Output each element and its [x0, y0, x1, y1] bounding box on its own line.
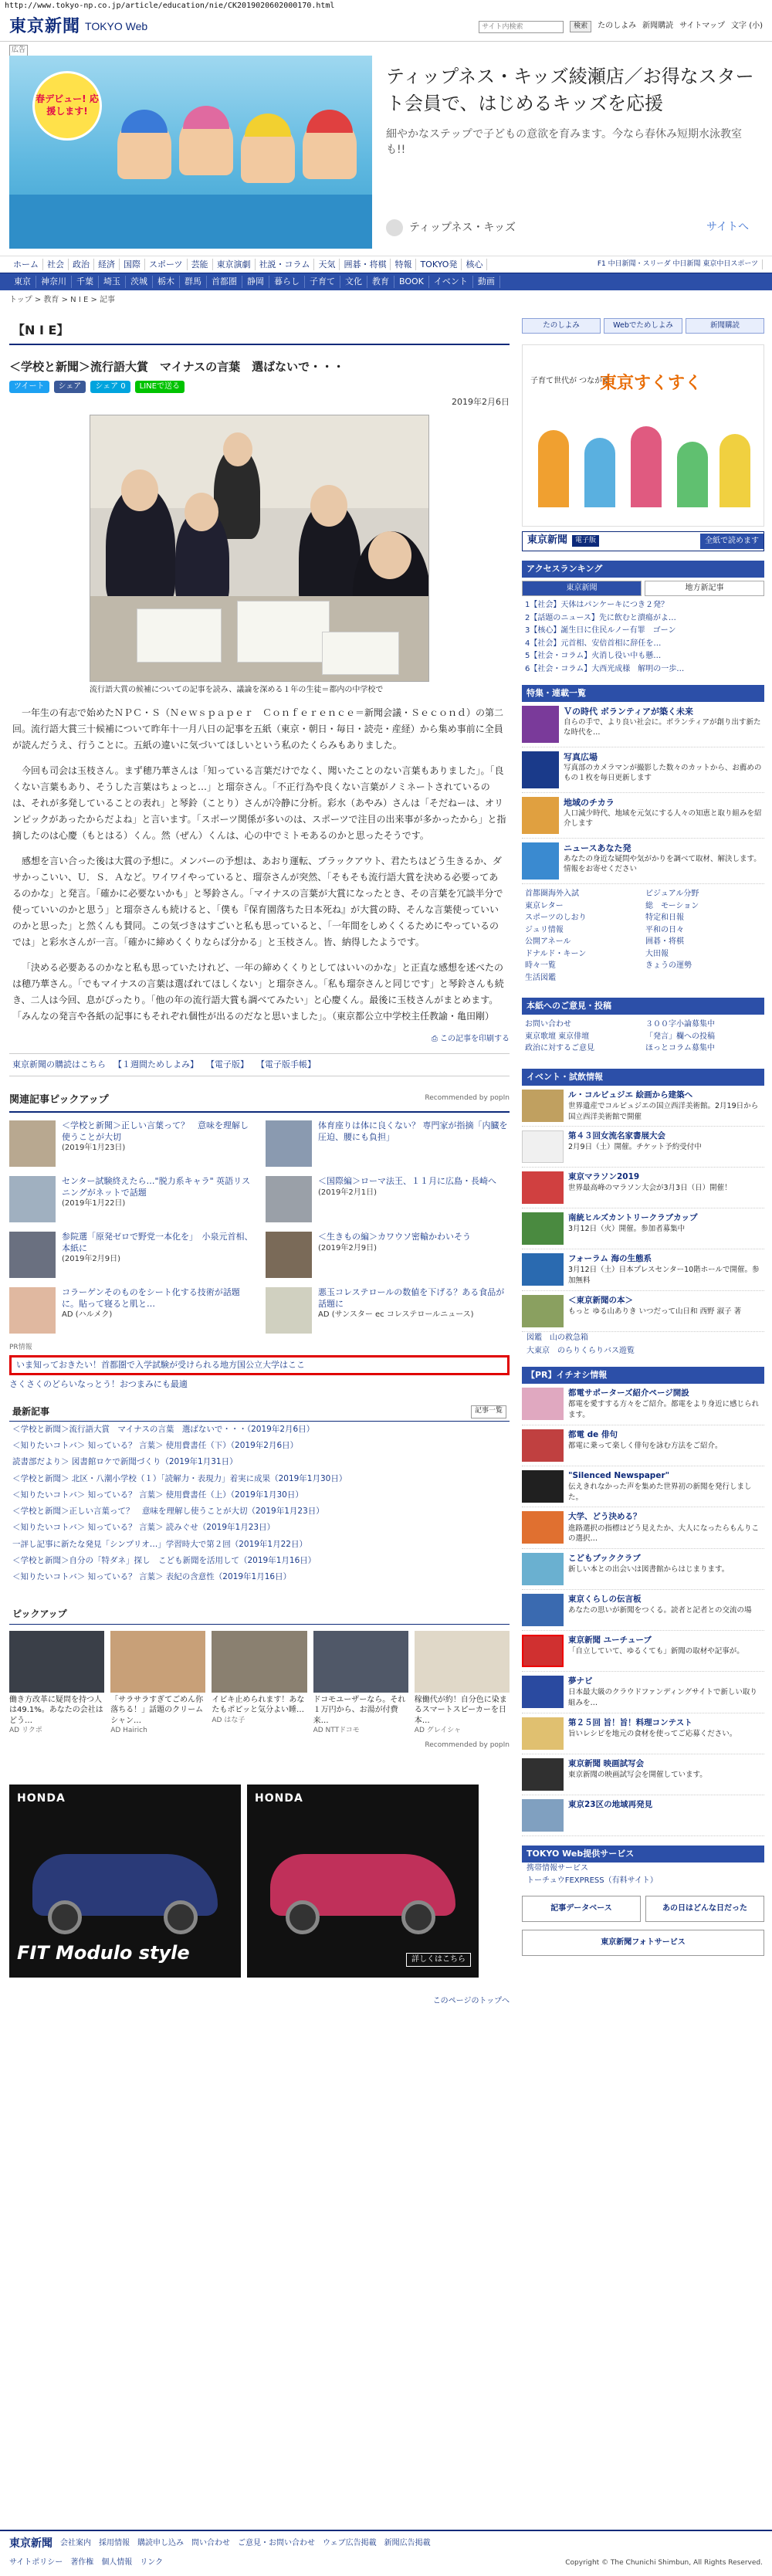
related-text: 参院選「原発ゼロで野党一本化を」 小泉元首相、本紙に [62, 1231, 253, 1253]
page-top-link[interactable]: このページのトップへ [432, 1997, 510, 2006]
related-header [9, 1093, 510, 1113]
subnav-item[interactable]: 教育 [367, 276, 394, 288]
related-title: 関連記事ピックアップ [9, 1093, 109, 1106]
event-item[interactable] [522, 1127, 764, 1168]
tab-local[interactable]: 地方新記事 [645, 581, 764, 597]
event-title: 東京マラソン2019 [568, 1172, 640, 1182]
digital-logo: 東京新聞 [527, 534, 568, 547]
pr-item-desc: 旨いレシピを地元の食材を使ってご応募ください。 [568, 1730, 737, 1739]
pr-item-title: "Silenced Newspaper" [568, 1470, 670, 1480]
tab-tokyo[interactable]: 東京新聞 [522, 581, 642, 597]
pr-item-desc: 日本最大級のクラウドファンディングサイトで新しい取り組みを… [568, 1688, 757, 1708]
services-list [522, 1863, 764, 1888]
site-logo[interactable]: 東京新聞 [9, 15, 81, 36]
category-link[interactable]: ドナルド・キーン [525, 949, 587, 958]
brand-icon [386, 219, 403, 236]
related-text: ＜学校と新聞＞正しい言葉って？ 意味を理解し使うことが大切 [62, 1120, 249, 1142]
subnav-item[interactable]: イベント [429, 276, 473, 288]
related-text: コラーゲンそのものをシート化する技術が話題に。貼って寝ると肌と… [62, 1286, 240, 1309]
feature-title: ニュースあなた発 [564, 843, 631, 854]
search-button[interactable]: 検索 [570, 21, 591, 32]
digital-read-button[interactable]: 全紙で読めます [700, 534, 764, 550]
event-item[interactable] [522, 1291, 764, 1332]
section-title: 【N I E】 [9, 317, 510, 345]
pr-item-title: 東京新聞 映画試写会 [568, 1758, 645, 1768]
ranking-item[interactable]: 1【社会】天体はパンケーキにつき２発？ [525, 601, 669, 610]
site-header [0, 12, 772, 42]
feature-title: 地域のチカラ [564, 798, 615, 808]
category-link[interactable]: ジュリ情報 [525, 925, 564, 934]
feature-desc: 写真部のカメラマンが撮影した数々のカットから、お薦めのもの１枚を毎日更新します [564, 764, 762, 782]
digital-tag: 電子版 [572, 535, 599, 547]
feature-desc: あなたの身近な疑問や気がかりを調べて取材、解決します。情報をお寄せください [564, 855, 761, 873]
pickup-item[interactable] [9, 1631, 104, 1737]
footer-link[interactable]: 採用情報 [99, 2538, 130, 2547]
header-tools [479, 21, 763, 33]
opinion-links [522, 1015, 764, 1059]
opinion-link[interactable]: ほっとコラム募集中 [645, 1044, 715, 1053]
nav-item[interactable]: 社説・コラム [256, 259, 315, 271]
footer-link[interactable]: ご意見・お問い合わせ [238, 2538, 315, 2547]
subscribe-button[interactable]: 新聞購読 [686, 318, 764, 334]
sidebar-banners [522, 1896, 764, 1922]
nav-item[interactable]: 政治 [69, 259, 94, 271]
related-item[interactable] [9, 1287, 253, 1335]
feature-item[interactable] [522, 702, 764, 747]
subnav-item[interactable]: 群馬 [180, 276, 207, 288]
footer-link[interactable]: ウェブ広告掲載 [323, 2538, 377, 2547]
nav-partner-links[interactable]: F1 中日新聞・スリーダ 中日新聞 東京中日スポーツ [594, 259, 763, 269]
header-link-sitemap[interactable]: サイトマップ [679, 22, 726, 31]
pr-item[interactable] [522, 1795, 764, 1836]
category-link[interactable]: 生活図鑑 [525, 973, 556, 982]
pr-item-title: 東京新聞 ユーチューブ [568, 1635, 652, 1646]
footer-link[interactable]: サイトポリシー [9, 2558, 63, 2568]
pr-link[interactable]: さくさくのどらいなっとう！おつまみにも最適 [9, 1378, 188, 1389]
related-text: ＜生きもの編＞カワウソ密輸かわいそう [318, 1231, 471, 1242]
subnav-item[interactable]: 埼玉 [99, 276, 126, 288]
event-item[interactable] [522, 1249, 764, 1291]
latest-more-button[interactable]: 記事一覧 [471, 1405, 506, 1418]
nav-item[interactable]: 核心 [462, 259, 487, 271]
opinion-link[interactable]: ３００字小論募集中 [645, 1020, 715, 1029]
related-item[interactable] [266, 1287, 510, 1335]
feature-title: Ｖの時代 ボランティアが築く未来 [564, 707, 693, 717]
nav-item[interactable]: 特報 [391, 259, 416, 271]
pr-item[interactable] [522, 1631, 764, 1672]
pickup-text: 稼働代が約！自分色に染まるスマートスピーカーを日本… [414, 1695, 507, 1725]
related-grid [9, 1120, 510, 1335]
event-desc: 3月12日（火）開催。参加者募集中 [568, 1225, 686, 1234]
header-link-subscribe[interactable]: 新聞購読 [642, 22, 674, 31]
pickup-text: 働き方改革に疑問を持つ人は49.1%。あなたの会社はどう… [9, 1695, 103, 1725]
related-item[interactable] [266, 1176, 510, 1224]
category-link[interactable]: 囲碁・将棋 [645, 937, 684, 947]
latest-item[interactable]: ＜学校と新聞＞正しい言葉って？ 意味を理解し使うことが大切（2019年1月23日） [12, 1507, 324, 1517]
feature-title: 写真広場 [564, 752, 598, 763]
category-link[interactable]: スポーツのしおり [525, 913, 587, 923]
address-bar[interactable]: http://www.tokyo-np.co.jp/article/education/nie/CK2019020602000170.html [0, 0, 772, 12]
service-link[interactable]: トーチュウFEXPRESS（有料サイト） [527, 1876, 658, 1886]
latest-item[interactable]: 一評し記事に新たな発見「シンプリオ…」学習時大で第２回（2019年1月22日） [12, 1539, 307, 1549]
pr-item-title: 東京くらしの伝言板 [568, 1595, 642, 1605]
ranking-item[interactable]: 6【社会・コラム】大西光成様 解明の一歩… [525, 664, 685, 673]
photo-service-banner[interactable]: 東京新聞フォトサービス [522, 1930, 764, 1956]
nav-item[interactable]: 経済 [94, 259, 120, 271]
pr-item[interactable] [522, 1384, 764, 1425]
car-ads [9, 1785, 510, 1978]
pr-label: PR情報 [9, 1343, 32, 1351]
pr-item-title: 東京23区の地域再発見 [568, 1799, 653, 1809]
pr-item[interactable] [522, 1425, 764, 1466]
latest-title: 最新記事 [12, 1405, 50, 1417]
nav-item[interactable]: 囲碁・将棋 [340, 259, 391, 271]
footer-row-2 [9, 2557, 763, 2569]
sidebar [522, 317, 764, 1956]
subnav-item[interactable]: 茨城 [126, 276, 153, 288]
pr-item-title: 第２５回 旨！旨！料理コンテスト [568, 1717, 692, 1727]
sidebar-banners-2 [522, 1930, 764, 1956]
opinion-link[interactable]: お問い合わせ [525, 1020, 571, 1029]
event-title: 第４３回女流名家書展大会 [568, 1131, 665, 1141]
pr-item[interactable] [522, 1507, 764, 1549]
book-link[interactable]: 図鑑 山の救急箱 [527, 1334, 588, 1343]
latest-item[interactable]: ＜知りたいコトバ＞ 知っている？ 言葉＞ 読みぐせ（2019年1月23日） [12, 1523, 276, 1533]
category-link[interactable]: 東京レター [525, 901, 564, 910]
pickup-source: AD NTTドコモ [313, 1727, 360, 1735]
related-date: AD (ハルメク) [62, 1310, 113, 1320]
category-link[interactable]: ビジュアル分野 [645, 890, 699, 899]
related-date: (2019年1月23日) [62, 1144, 126, 1153]
main-column [9, 317, 510, 2008]
category-link[interactable]: 時々一覧 [525, 961, 556, 971]
print-label: この記事を印刷する [440, 1035, 510, 1044]
event-desc: 世界遺産でコルビュジエの国立西洋美術館。2月19日から国立西洋美術館で開催 [568, 1101, 759, 1121]
latest-header [9, 1403, 510, 1422]
ranking-header: アクセスランキング [522, 561, 764, 578]
pr-item-desc: 都電を愛すする方々をご紹介。都電をより身近に感じられます。 [568, 1400, 760, 1419]
opinion-link[interactable]: 東京歌壇 東京俳壇 [525, 1032, 590, 1041]
opinion-link[interactable]: 「発言」欄への投稿 [645, 1032, 715, 1041]
event-title: ＜東京新聞の本＞ [568, 1296, 633, 1306]
subnav-item[interactable]: 暮らし [269, 276, 305, 288]
related-date: AD (サンスター ec コレステロールニュース) [318, 1310, 474, 1320]
ad-title[interactable]: ティップネス・キッズ綾瀬店／お得なスタート会員で、はじめるキッズを応援 [386, 66, 754, 114]
nav-item[interactable]: 社会 [43, 259, 69, 271]
pickup-item[interactable] [415, 1631, 510, 1737]
car-brand: HONDA [255, 1792, 303, 1805]
web-tameshi-button[interactable]: Webでためしよみ [604, 318, 682, 334]
ranking-item[interactable]: 4【社会】元首相、安倍首相に辞任を… [525, 639, 662, 648]
ranking-list [522, 599, 764, 676]
pr-item-desc: 新しい本との出会いは図書館からはじまります。 [568, 1565, 730, 1574]
digital-notebook-link[interactable]: 【電子版手帳】 [256, 1059, 316, 1069]
search-input[interactable]: サイト内検索 [479, 21, 564, 33]
pickup-text: 「サラサラすぎてごめん你落ちる！」話題のクリームシャン… [110, 1695, 204, 1725]
article-body [9, 705, 510, 1025]
event-item[interactable] [522, 1086, 764, 1127]
subnav-item[interactable]: 文化 [340, 276, 367, 288]
event-desc: 2月9日（土）開催。チケット予約受付中 [568, 1143, 702, 1152]
car-ad[interactable] [9, 1785, 241, 1978]
ad-subtitle: 細やかなステップで子どもの意欲を育みます。今なら春休み短期水泳教室も!! [386, 128, 743, 157]
ad-site-link[interactable]: サイトへ [706, 221, 749, 233]
related-item[interactable] [266, 1120, 510, 1168]
car-name: FIT Modulo style [17, 1942, 190, 1964]
subnav-item[interactable]: 千葉 [72, 276, 99, 288]
ad-brand [386, 219, 516, 236]
sub-nav [0, 273, 772, 290]
sidebar-buttons [522, 318, 764, 334]
pickup-source: AD はな子 [212, 1716, 245, 1724]
related-text: 悪玉コレステロールの数値を下げる？ある食品が話題に [318, 1286, 505, 1309]
nav-item[interactable]: スポーツ [145, 259, 188, 271]
latest-item[interactable]: ＜学校と新聞＞ 北区・八潮小学校（１）「読解力・表現力」着実に成果（2019年1月30日） [12, 1473, 347, 1483]
opinion-link[interactable]: 政治に対するご意見 [525, 1044, 594, 1053]
pr-item-title: 都電サポーターズ紹介ページ開設 [568, 1388, 689, 1398]
pr-highlight-link[interactable]: いま知っておきたい！首都圏で入学試験が受けられる地方国公立大学はここ [9, 1355, 510, 1375]
car-ad[interactable] [247, 1785, 479, 1978]
digital-link[interactable]: 【電子版】 [206, 1059, 249, 1069]
article-paragraph: 一年生の有志で始めたＮＰＣ・Ｓ（Ｎｅｗｓｐａｐｅｒ Ｃｏｎｆｅｒｅｎｃｅ＝新聞会議・Ｓｅｃｏｎｄ）の第二回。流行語大賞三十候補について昨年十一月八日の記事を五紙（東京・朝日・毎日・読売・産経）から集め事前に全員が読んだうえ、行うことに。五紙の違いに気づいてほしいという私のたくらみもありました。 [12, 707, 504, 751]
pr-item-title: 大学、どう決める？ [568, 1512, 642, 1522]
pickup-item[interactable] [313, 1631, 408, 1737]
pr-item[interactable] [522, 1713, 764, 1754]
line-share-button[interactable]: LINEで送る [135, 381, 185, 394]
feature-item[interactable] [522, 747, 764, 793]
nav-item[interactable]: 天気 [314, 259, 340, 271]
event-title: 南統ヒルズカントリークラブカップ [568, 1213, 698, 1223]
subnav-item[interactable]: 栃木 [153, 276, 180, 288]
footer-link[interactable]: 会社案内 [60, 2538, 91, 2547]
top-ad-banner[interactable] [0, 42, 772, 256]
related-item[interactable] [9, 1176, 253, 1224]
pr-item-desc: 「自立していて、ゆるくても」新聞の取材や記事が。 [568, 1647, 744, 1656]
tameshi-button[interactable]: たのしよみ [522, 318, 601, 334]
nav-item[interactable]: TOKYO発 [416, 259, 462, 271]
subnav-item[interactable]: 静岡 [242, 276, 269, 288]
pr-item[interactable] [522, 1672, 764, 1713]
copyright: Copyright © The Chunichi Shimbun, All Rights Reserved. [565, 2559, 763, 2568]
category-link[interactable]: 公開アネール [525, 937, 571, 947]
main-nav [0, 256, 772, 273]
breadcrumb[interactable]: トップ > 教育 > N I E > 記事 [9, 296, 116, 304]
footer-row [9, 2536, 763, 2551]
site-footer [0, 2530, 772, 2574]
ranking-item[interactable]: 3【核心】誕生日に住民ルノー有罪 ゴーン [525, 626, 676, 636]
nav-item[interactable]: 国際 [120, 259, 145, 271]
header-link-tameshi[interactable]: たのしよみ [598, 22, 637, 31]
tweet-button[interactable]: ツイート [9, 381, 49, 394]
sukusuku-ad[interactable] [522, 344, 764, 527]
ad-badge: 春デビュー! 応援します! [32, 71, 102, 141]
latest-list [9, 1422, 510, 1585]
ranking-item[interactable]: 2【話題のニュース】先に飲むと潰瘍がよ… [525, 613, 676, 622]
classroom-photo [90, 415, 429, 682]
event-item[interactable] [522, 1168, 764, 1208]
subnav-item[interactable]: BOOK [394, 276, 429, 288]
pickup-grid [9, 1631, 510, 1737]
subnav-item[interactable]: 動画 [473, 276, 500, 288]
subscribe-links [9, 1053, 510, 1076]
pr-item[interactable] [522, 1549, 764, 1590]
event-item[interactable] [522, 1208, 764, 1249]
footer-link[interactable]: 著作権 [70, 2558, 94, 2568]
article-paragraph: 今回も司会は玉枝さん。まず穂乃華さんは「知っている言葉だけでなく、聞いたことのない言葉もありました」。「良くない言葉もあり、そうした言葉はちょっと…」と瑠奈さん。「不正行為や良くない言葉がノミネートされているのは、それが多発していることの表れ」と琴鈴（ことり）さんが冷静に分析。彩水（あやみ）さんは「そだねーは、オリンピックがあったからだよね」と言います。「スポーツ関係が多いのは、スポーツで注目の出来事が多かったから」と指摘したのは心慶（もとはる）くん。然（ぜん）くんは、心の中でミトモあるのかと思ったそうです。 [12, 765, 506, 842]
car-more-button[interactable]: 詳しくはこちら [406, 1953, 471, 1968]
features-header: 特集・連載一覧 [522, 685, 764, 702]
event-title: フォーラム 海の生態系 [568, 1254, 652, 1264]
category-link[interactable]: きょうの運勢 [645, 961, 692, 971]
pickup-item[interactable] [110, 1631, 205, 1737]
article-paragraph: 「決める必要あるのかなと私も思っていたけれど、一年の締めくくりとしてはいいのかな」と正直な感想を述べたのは穂乃華さん。「でもマイナスの言葉は選ばれてほしくない」と瑠奈さん。「私も瑠奈さんと同じです」と琴鈴さんも続き、二人は今回、息がぴったり。「他の年の流行語大賞も調べてみたい」と心慶くん。最後に玉枝さんがまとめます。「みんなの発言や各紙の記事にもそれぞれ個性が出るのだなと思いました」。（東京都公立中学校主任教諭・亀田剛） [12, 962, 504, 1022]
services-header: TOKYO Web提供サービス [522, 1846, 764, 1863]
article-photo [90, 415, 429, 696]
event-desc: 世界最高峰のマラソン大会が3月3日（日）開催！ [568, 1184, 732, 1193]
pr-item[interactable] [522, 1466, 764, 1508]
ranking-tabs [522, 578, 764, 600]
sukusuku-tag: 子育て世代が つながる [530, 376, 611, 385]
article-date: 2019年2月6日 [452, 397, 510, 408]
pr-item[interactable] [522, 1590, 764, 1631]
category-link[interactable]: 平和の日々 [645, 925, 684, 934]
feature-item[interactable] [522, 793, 764, 839]
footer-link[interactable]: 新聞広告掲載 [384, 2538, 431, 2547]
pickup-header: ピックアップ [9, 1605, 510, 1624]
photo-caption: 流行語大賞の候補についての記事を読み、議論を深める１年の生徒＝都内の中学校で [90, 686, 384, 695]
history-banner[interactable]: あの日はどんな日だった [645, 1896, 764, 1922]
events-header: イベント・試飲情報 [522, 1069, 764, 1086]
ad-image[interactable] [9, 56, 372, 249]
related-date: (2019年2月1日) [318, 1188, 377, 1197]
latest-item[interactable]: 読書部だより＞ 図書館ロケで新聞づくり（2019年1月31日） [12, 1457, 238, 1467]
feature-desc: 人口減少時代、地域を元気にする人々の知恵と取り組みを紹介します [564, 809, 762, 828]
article-paragraph: 感想を言い合った後は大賞の予想に。メンバーの予想は、あおり運転、ブラックアウト、君たちはどう生きるか、ダサかっこいい、Ｕ．Ｓ．Ａなど。ワイワイやっていると、瑠奈さんが突然、「そもそも流行語大賞を決める必要ってあるのかな」と発言。「確かに必要ないかも」と琴鈴さん。「マイナスの言葉が大賞になったとき、その言葉を冗談半分で使っていいのかと思う」と瑠奈さんも続けると、「僕も『保育園落ちた日本死ね』が大賞の時、そんな言葉使っていいのかと思った」と然くんも賛同。この気づきはすごいと私も思っていると、「一年間をしめくくるためにやっているのでは」と彩水さんが一言。「確かに締めくくりならば分かる」と玉枝さん。皆、納得したようです。 [12, 856, 503, 948]
opinion-header: 本紙へのご意見・投稿 [522, 998, 764, 1015]
sukusuku-title: 東京すくすく [600, 373, 703, 393]
nav-item[interactable]: 芸能 [188, 259, 213, 271]
fb-share-button[interactable]: シェア [54, 381, 86, 394]
related-date: (2019年2月9日) [318, 1243, 377, 1252]
hatena-share-button[interactable]: シェア 0 [90, 381, 130, 394]
trial-link[interactable]: 【１週間ためしよみ】 [113, 1059, 198, 1069]
category-link[interactable]: 首都圏海外入試 [525, 890, 579, 899]
related-item[interactable] [9, 1120, 253, 1168]
pr-item-desc: あなたの思いが新聞をつくる。読者と記者との交流の場 [568, 1606, 752, 1615]
event-title: ル・コルビュジエ 絵画から建築へ [568, 1090, 693, 1100]
feature-item[interactable] [522, 839, 764, 884]
footer-link[interactable]: 個人情報 [101, 2558, 133, 2568]
pickup-text: イビキ止められます！あなたもポピッと気分よい睡… [212, 1695, 305, 1715]
pickup-source: AD リクポ [9, 1727, 42, 1735]
pr-header: 【PR】イチオシ情報 [522, 1367, 764, 1384]
ad-label: 広告 [9, 45, 28, 56]
pr-item-title: こどもブッククラブ [568, 1554, 641, 1564]
subnav-item[interactable]: 子育て [305, 276, 340, 288]
print-icon: ⎙ [431, 1035, 440, 1044]
popin-credit[interactable]: Recommended by popIn [425, 1093, 510, 1102]
subnav-item[interactable]: 首都圏 [207, 276, 242, 288]
latest-item[interactable]: ＜知りたいコトバ＞ 知っている？ 言葉＞ 使用費書任（上）（2019年1月30日） [12, 1490, 303, 1500]
ad-brand-name: ティップネス・キッズ [409, 221, 516, 234]
related-date: (2019年1月22日) [62, 1199, 126, 1208]
latest-item[interactable]: ＜学校と新聞＞流行語大賞 マイナスの言葉 選ばないで・・・（2019年2月6日） [12, 1424, 315, 1434]
pr-item-desc: 進路選択の指標はどう見えたか、大人になったらもんりこの選択… [568, 1524, 760, 1544]
print-link[interactable] [9, 1034, 510, 1046]
subscribe-link[interactable]: 東京新聞の購読はこちら [12, 1059, 106, 1069]
event-desc: もっと ゆる山ありき いつだって山日和 西野 淑子 著 [568, 1307, 742, 1317]
event-desc: 3月12日（土）日本プレスセンター10階ホールで開催。参加無料 [568, 1266, 760, 1286]
subnav-item[interactable]: 東京 [9, 276, 36, 288]
subnav-item[interactable]: 神奈川 [36, 276, 72, 288]
nav-item[interactable]: 東京演劇 [213, 259, 256, 271]
book-link[interactable]: 大東京 のらりくらりバス遊覧 [527, 1346, 635, 1355]
related-text: 体育座りは体に良くない？ 専門家が指摘「内臓を圧迫、腰にも負担」 [318, 1120, 508, 1142]
category-link[interactable]: 大田報 [645, 949, 669, 958]
pr-item-desc: 伝えきれなかった声を集めた世界初の新聞を発行しました。 [568, 1482, 752, 1502]
footer-link[interactable]: 問い合わせ [191, 2538, 230, 2547]
font-size-toggle[interactable]: 文字 (小) [731, 22, 763, 31]
pickup-source: AD グレイシャ [414, 1727, 462, 1735]
footer-link[interactable]: 購読申し込み [137, 2538, 184, 2547]
pickup-text: ドコモユーザーなら。それ１万円から、お湯が付費来… [313, 1695, 406, 1725]
pickup-source: AD Hairich [110, 1727, 147, 1735]
pr-item-title: 都電 de 俳句 [568, 1429, 618, 1439]
category-link[interactable]: 特定和日報 [645, 913, 684, 923]
pickup-item[interactable] [212, 1631, 306, 1737]
category-link[interactable]: 総 モーション [645, 901, 699, 910]
digital-edition-banner[interactable] [522, 531, 764, 551]
ranking-item[interactable]: 5【社会・コラム】火消し役い中も懸… [525, 652, 662, 661]
latest-item[interactable]: ＜知りたいコトバ＞ 知っている？ 言葉＞ 使用費書任（下）（2019年2月6日） [12, 1441, 299, 1451]
tokyo-web-logo[interactable]: TOKYO Web [85, 20, 148, 33]
share-bar [9, 381, 510, 394]
pr-item-title: 夢ナビ [568, 1676, 593, 1686]
service-link[interactable]: 携帯情報サービス [527, 1863, 588, 1873]
feature-desc: 自らの手で、より良い社会に。ボランティアが創り出す新たな時代を… [564, 718, 761, 737]
article-title: ＜学校と新聞＞流行語大賞 マイナスの言葉 選ばないで・・・ [9, 360, 345, 375]
category-links [522, 884, 764, 988]
pr-item[interactable] [522, 1754, 764, 1795]
book-links [522, 1332, 764, 1357]
nav-item[interactable]: ホーム [9, 259, 43, 271]
popin-credit[interactable]: Recommended by popIn [425, 1741, 510, 1750]
related-text: センター試験終えたら…"脱力系キャラ" 英語リスニングがネットで話題 [62, 1175, 250, 1198]
pr-item-desc: 東京新聞の映画試写会を開催しています。 [568, 1771, 707, 1780]
pr-item-desc: 都電に乗って楽しく俳句を詠む方法をご紹介。 [568, 1441, 723, 1450]
related-date: (2019年2月9日) [62, 1255, 120, 1264]
related-text: ＜国際編＞ローマ法王、１１月に広島・長崎へ [318, 1175, 496, 1186]
footer-logo[interactable]: 東京新聞 [9, 2537, 52, 2550]
related-item[interactable] [9, 1232, 253, 1280]
car-brand: HONDA [17, 1792, 66, 1805]
related-item[interactable] [266, 1232, 510, 1280]
archive-banner[interactable]: 記事データベース [522, 1896, 641, 1922]
latest-item[interactable]: ＜知りたいコトバ＞ 知っている？ 言葉＞ 表紀の含意性（2019年1月16日） [12, 1571, 292, 1581]
latest-item[interactable]: ＜学校と新聞＞自分の「特ダネ」探し こども新聞を活用して（2019年1月16日） [12, 1555, 317, 1565]
footer-link[interactable]: リンク [140, 2558, 164, 2568]
